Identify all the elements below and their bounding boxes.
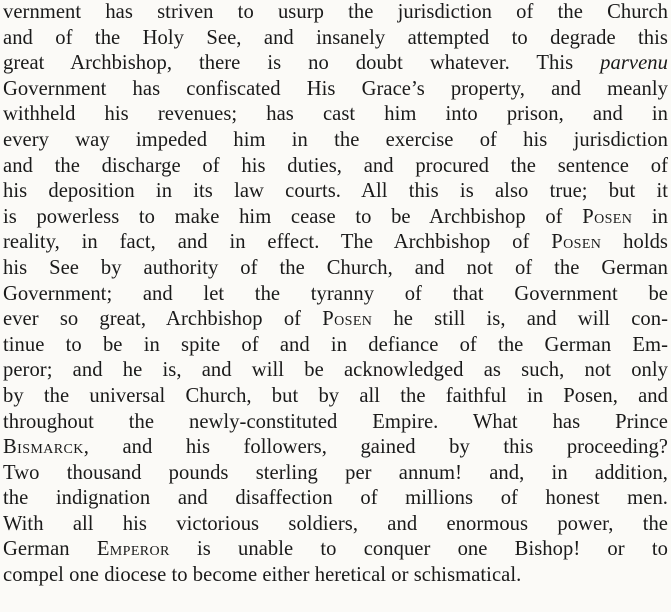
text-run: vernment has striven to usurp the jurisdiction of the Church xyxy=(3,1,668,23)
text-run: Government; and let the tyranny of that Government be xyxy=(3,282,668,305)
text-line xyxy=(3,512,668,538)
text-line xyxy=(3,256,668,282)
text-line xyxy=(3,563,668,589)
text-run: holds xyxy=(601,231,668,254)
text-run: and of the Holy See, and insanely attempted to degrade this xyxy=(3,26,668,49)
text-run: his See by authority of the Church, and not of the German xyxy=(3,256,668,279)
text-line xyxy=(3,410,668,436)
text-run: great Archbishop, there is no doubt whatever. This xyxy=(3,52,601,75)
small-caps-text: Emperor xyxy=(96,538,170,561)
text-line xyxy=(3,0,668,26)
text-run: every way impeded him in the exercise of his jurisdiction xyxy=(3,128,668,151)
paragraph-text xyxy=(3,0,668,589)
text-line xyxy=(3,128,668,154)
text-line xyxy=(3,333,668,359)
text-line xyxy=(3,384,668,410)
text-line xyxy=(3,102,668,128)
text-line xyxy=(3,205,668,231)
italic-text: parvenu xyxy=(600,52,668,75)
text-line xyxy=(3,486,668,512)
text-run: , and his followers, gained by this proceeding? xyxy=(83,436,668,459)
text-line xyxy=(3,461,668,487)
text-line xyxy=(3,307,668,333)
text-line xyxy=(3,358,668,384)
text-run: tinue to be in spite of and in defiance of the German Em- xyxy=(3,333,668,356)
text-run: Two thousand pounds sterling per annum! and, in addition, xyxy=(3,461,668,484)
text-line xyxy=(3,282,668,308)
text-line xyxy=(3,77,668,103)
text-run: ever so great, Archbishop of xyxy=(3,308,323,331)
text-run: in xyxy=(632,205,668,228)
text-run: With all his victorious soldiers, and enormous power, the xyxy=(3,512,668,535)
text-line xyxy=(3,435,668,461)
text-run: withheld his revenues; has cast him into prison, and in xyxy=(3,103,668,126)
text-run: and the discharge of his duties, and procured the sentence of xyxy=(3,154,668,177)
text-run: is powerless to make him cease to be Archbishop of xyxy=(3,205,583,228)
text-line xyxy=(3,230,668,256)
text-line xyxy=(3,154,668,180)
text-line xyxy=(3,537,668,563)
text-line xyxy=(3,51,668,77)
text-run: Government has confiscated His Grace’s property, and meanly xyxy=(3,77,668,100)
text-run: peror; and he is, and will be acknowledged as such, not only xyxy=(3,359,668,382)
text-run: reality, in fact, and in effect. The Archbishop of xyxy=(3,231,552,254)
text-run: his deposition in its law courts. All this is also true; but it xyxy=(3,180,668,203)
text-line xyxy=(3,26,668,52)
text-run: by the universal Church, but by all the faithful in Posen, and xyxy=(3,384,668,407)
text-run: is unable to conquer one Bishop! or to xyxy=(169,538,668,561)
small-caps-text: Posen xyxy=(551,231,602,254)
text-run: he still is, and will con- xyxy=(372,308,668,331)
small-caps-text: Posen xyxy=(582,205,633,228)
text-run: throughout the newly-constituted Empire. What has Prince xyxy=(3,410,668,433)
small-caps-text: Bismarck xyxy=(3,436,84,459)
small-caps-text: Posen xyxy=(322,308,373,331)
text-run: compel one diocese to become either heretical or schismatical. xyxy=(3,564,522,587)
text-run: German xyxy=(3,538,97,561)
text-run: the indignation and disaffection of millions of honest men. xyxy=(3,487,668,510)
text-line xyxy=(3,179,668,205)
